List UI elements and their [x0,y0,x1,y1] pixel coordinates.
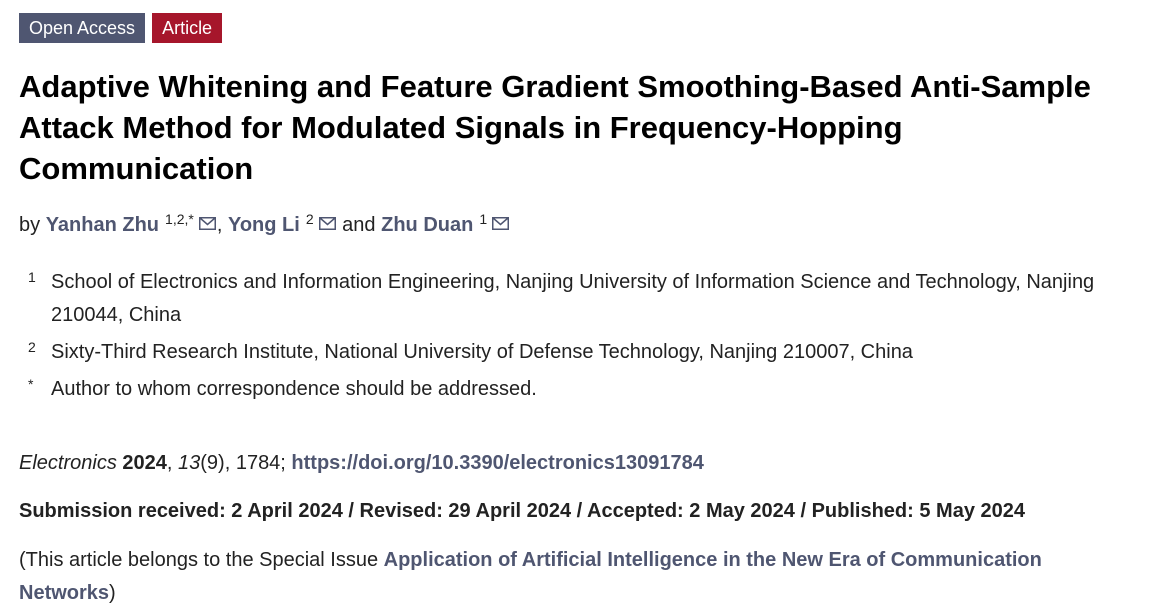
author-affiliation-marker: 2 [305,211,314,227]
affiliation-marker: 2 [28,339,36,355]
citation-pages: , 1784; [224,452,292,474]
special-issue-note [19,544,1144,610]
citation-issue: (9) [200,452,225,474]
doi-link[interactable]: https://doi.org/10.3390/electronics13091784 [291,452,704,474]
author-link-zhu-duan[interactable]: Zhu Duan [381,214,474,236]
author-affiliation-marker: 1 [479,211,488,227]
special-issue-link[interactable]: Application of Artificial Intelligence in the New Era of Communication Networks [19,549,1042,604]
article-type-badge: Article [152,13,222,43]
affiliation-text: School of Electronics and Information Engineering, Nanjing University of Information Science and Technology, Nanjing 210044, China [51,271,1095,326]
by-label: by [19,214,41,236]
publication-dates: Submission received: 2 April 2024 / Revised: 29 April 2024 / Accepted: 2 May 2024 / Published: 5 May 2024 [19,500,1025,522]
special-issue-prefix: (This article belongs to the Special Issue [19,549,384,571]
citation-volume: 13 [178,452,201,474]
envelope-icon[interactable] [199,217,216,230]
affiliation-marker: 1 [28,269,36,285]
special-issue-suffix: ) [109,582,116,604]
badge-row [19,13,222,43]
author-list [19,205,510,239]
journal-name: Electronics [19,452,117,474]
affiliation-item [28,266,1138,332]
author-separator: , [216,214,223,236]
author-link-yanhan-zhu[interactable]: Yanhan Zhu [45,214,160,236]
and-label: and [342,214,376,236]
envelope-icon[interactable] [492,217,509,230]
affiliation-item [28,373,1138,406]
citation-year: 2024 [122,452,167,474]
open-access-badge[interactable]: Open Access [19,13,145,43]
article-title: Adaptive Whitening and Feature Gradient Smoothing-Based Anti-Sample Attack Method for Modulated Signals in Frequency-Hopping Communication [19,69,1091,186]
affiliation-marker: * [28,376,34,392]
affiliation-item [28,336,1138,369]
affiliation-text: Sixty-Third Research Institute, National University of Defense Technology, Nanjing 210007, China [51,341,913,363]
envelope-icon[interactable] [319,217,336,230]
citation-line: Electronics 2024, 13(9), 1784; https://doi.org/10.3390/electronics13091784 [19,452,704,474]
affiliation-text: Author to whom correspondence should be addressed. [51,378,537,400]
author-affiliation-marker: 1,2,* [165,211,194,227]
affiliation-list [28,266,1138,410]
author-link-yong-li[interactable]: Yong Li [227,214,300,236]
